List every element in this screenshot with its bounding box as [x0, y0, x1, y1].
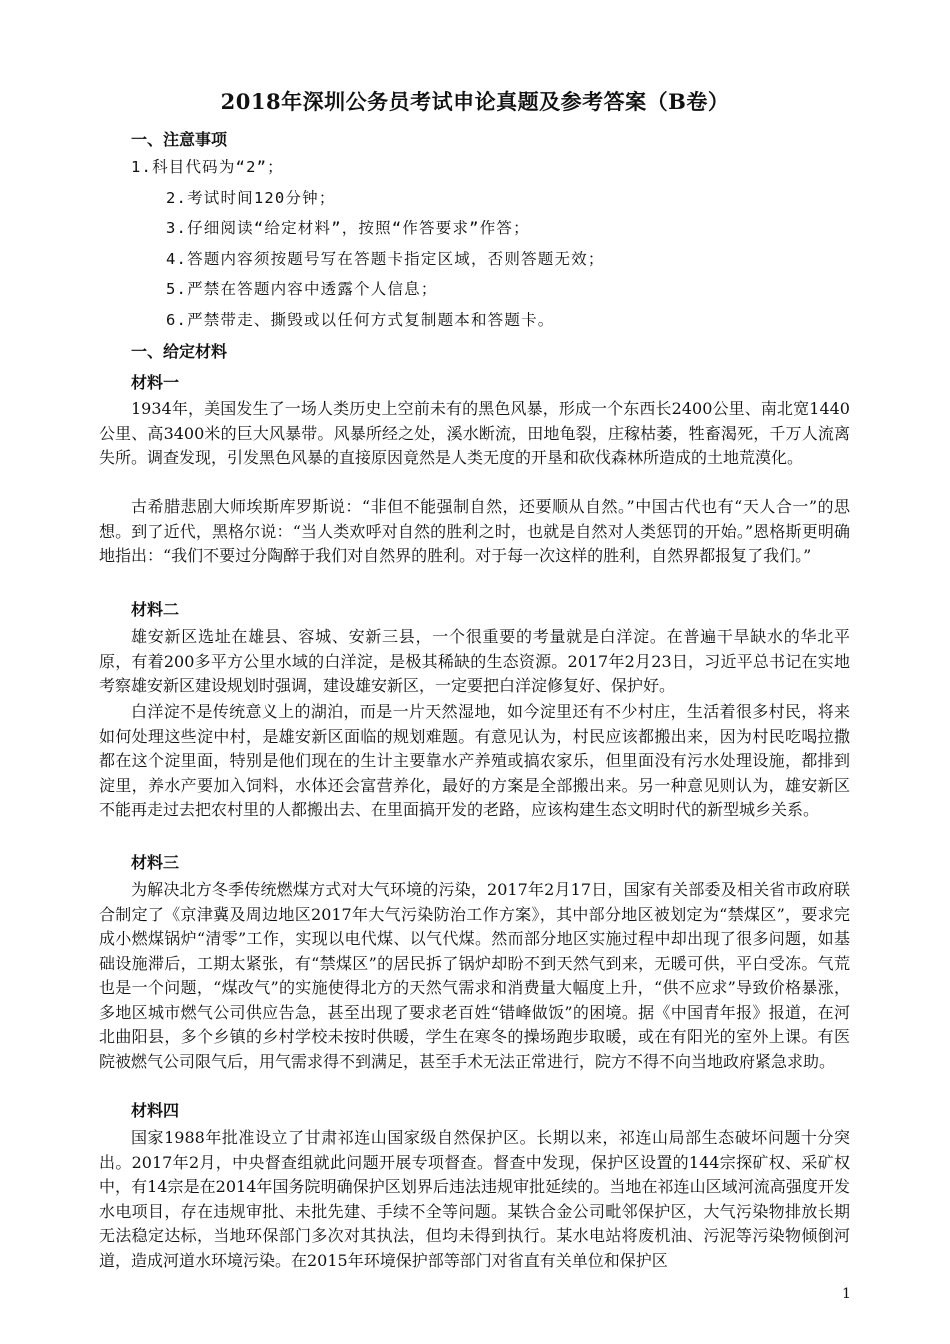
- document-title: 2018年深圳公务员考试申论真题及参考答案（B卷）: [220, 89, 730, 114]
- section-heading-materials: 一、给定材料: [131, 342, 228, 361]
- note-item-3: 3.仔细阅读“给定材料”，按照“作答要求”作答；: [166, 219, 530, 237]
- material-3-paragraph-1: 为解决北方冬季传统燃煤方式对大气环境的污染，2017年2月17日，国家有关部委及相关省市政府联合制定了《京津冀及周边地区2017年大气污染防治工作方案》，其中部分地区被划定为“禁煤区”，要求完成小燃煤锅炉“清零”工作，实现以电代煤、以气代煤。然而部分地区实施过程中却出现了很多问题，如基础设施滞后，工期太紧张，有“禁煤区”的居民拆了锅炉却盼不到天然气到来，无暖可供，平白受冻。气荒也是一个问题，“煤改气”的实施使得北方的天然气需求和消费量大幅度上升，“供不应求”导致价格暴涨，多地区城市燃气公司供应告急，甚至出现了要求老百姓“错峰做饭”的困境。据《中国青年报》报道，在河北曲阳县，多个乡镇的乡村学校未按时供暖，学生在寒冬的操场跑步取暖，或在有阳光的室外上课。有医院被燃气公司限气后，用气需求得不到满足，甚至手术无法正常进行，院方不得不向当地政府紧急求助。: [99, 880, 850, 1071]
- note-item-4: 4.答题内容须按题号写在答题卡指定区域，否则答题无效；: [166, 250, 605, 268]
- note-item-6: 6.严禁带走、撕毁或以任何方式复制题本和答题卡。: [166, 311, 555, 329]
- note-item-5: 5.严禁在答题内容中透露个人信息；: [166, 280, 438, 298]
- material-4-paragraph-1: 国家1988年批准设立了甘肃祁连山国家级自然保护区。长期以来，祁连山局部生态破坏问题十分突出。2017年2月，中央督查组就此问题开展专项督查。督查中发现，保护区设置的144宗探矿权、采矿权中，有14宗是在2014年国务院明确保护区划界后违法违规审批延续的。当地在祁连山区域河流高强度开发水电项目，存在违规审批、未批先建、手续不全等问题。某铁合金公司毗邻保护区，大气污染物排放长期无法稳定达标，当地环保部门多次对其执法，但均未得到执行。某水电站将废机油、污泥等污染物倾倒河道，造成河道水环境污染。在2015年环境保护部等部门对省直有关单位和保护区: [99, 1128, 850, 1270]
- material-2-paragraph-2: 白洋淀不是传统意义上的湖泊，而是一片天然湿地，如今淀里还有不少村庄，生活着很多村民，将来如何处理这些淀中村，是雄安新区面临的规划难题。有意见认为，村民应该都搬出来，因为村民吃喝拉撒都在这个淀里面，特别是他们现在的生计主要靠水产养殖或搞农家乐，但里面没有污水处理设施，都排到淀里，养水产要加入饲料，水体还会富营养化，最好的方案是全部搬出来。另一种意见则认为，雄安新区不能再走过去把农村里的人都搬出去、在里面搞开发的老路，应该构建生态文明时代的新型城乡关系。: [99, 702, 850, 819]
- note-item-2: 2.考试时间120分钟；: [166, 189, 336, 207]
- material-heading-4: 材料四: [131, 1101, 180, 1120]
- page-number: 1: [842, 1286, 851, 1302]
- material-1-paragraph-1: 1934年，美国发生了一场人类历史上空前未有的黑色风暴，形成一个东西长2400公里、南北宽1440公里、高3400米的巨大风暴带。风暴所经之处，溪水断流，田地龟裂，庄稼枯萎，牲畜渴死，千万人流离失所。调查发现，引发黑色风暴的直接原因竟然是人类无度的开垦和砍伐森林所造成的土地荒漠化。: [99, 399, 850, 467]
- material-1-paragraph-2: 古希腊悲剧大师埃斯库罗斯说：“非但不能强制自然，还要顺从自然。”中国古代也有“天人合一”的思想。到了近代，黑格尔说：“当人类欢呼对自然的胜利之时，也就是自然对人类惩罚的开始。”恩格斯更明确地指出：“我们不要过分陶醉于我们对自然界的胜利。对于每一次这样的胜利，自然界都报复了我们。”: [99, 497, 850, 565]
- material-heading-3: 材料三: [131, 853, 180, 872]
- note-item-1: 1.科目代码为“2”；: [131, 158, 284, 176]
- material-heading-1: 材料一: [131, 373, 180, 392]
- section-heading-notes: 一、注意事项: [131, 130, 228, 149]
- material-2-paragraph-1: 雄安新区选址在雄县、容城、安新三县，一个很重要的考量就是白洋淀。在普遍干旱缺水的华北平原，有着200多平方公里水域的白洋淀，是极其稀缺的生态资源。2017年2月23日，习近平总书记在实地考察雄安新区建设规划时强调，建设雄安新区，一定要把白洋淀修复好、保护好。: [99, 627, 850, 695]
- material-heading-2: 材料二: [131, 600, 180, 619]
